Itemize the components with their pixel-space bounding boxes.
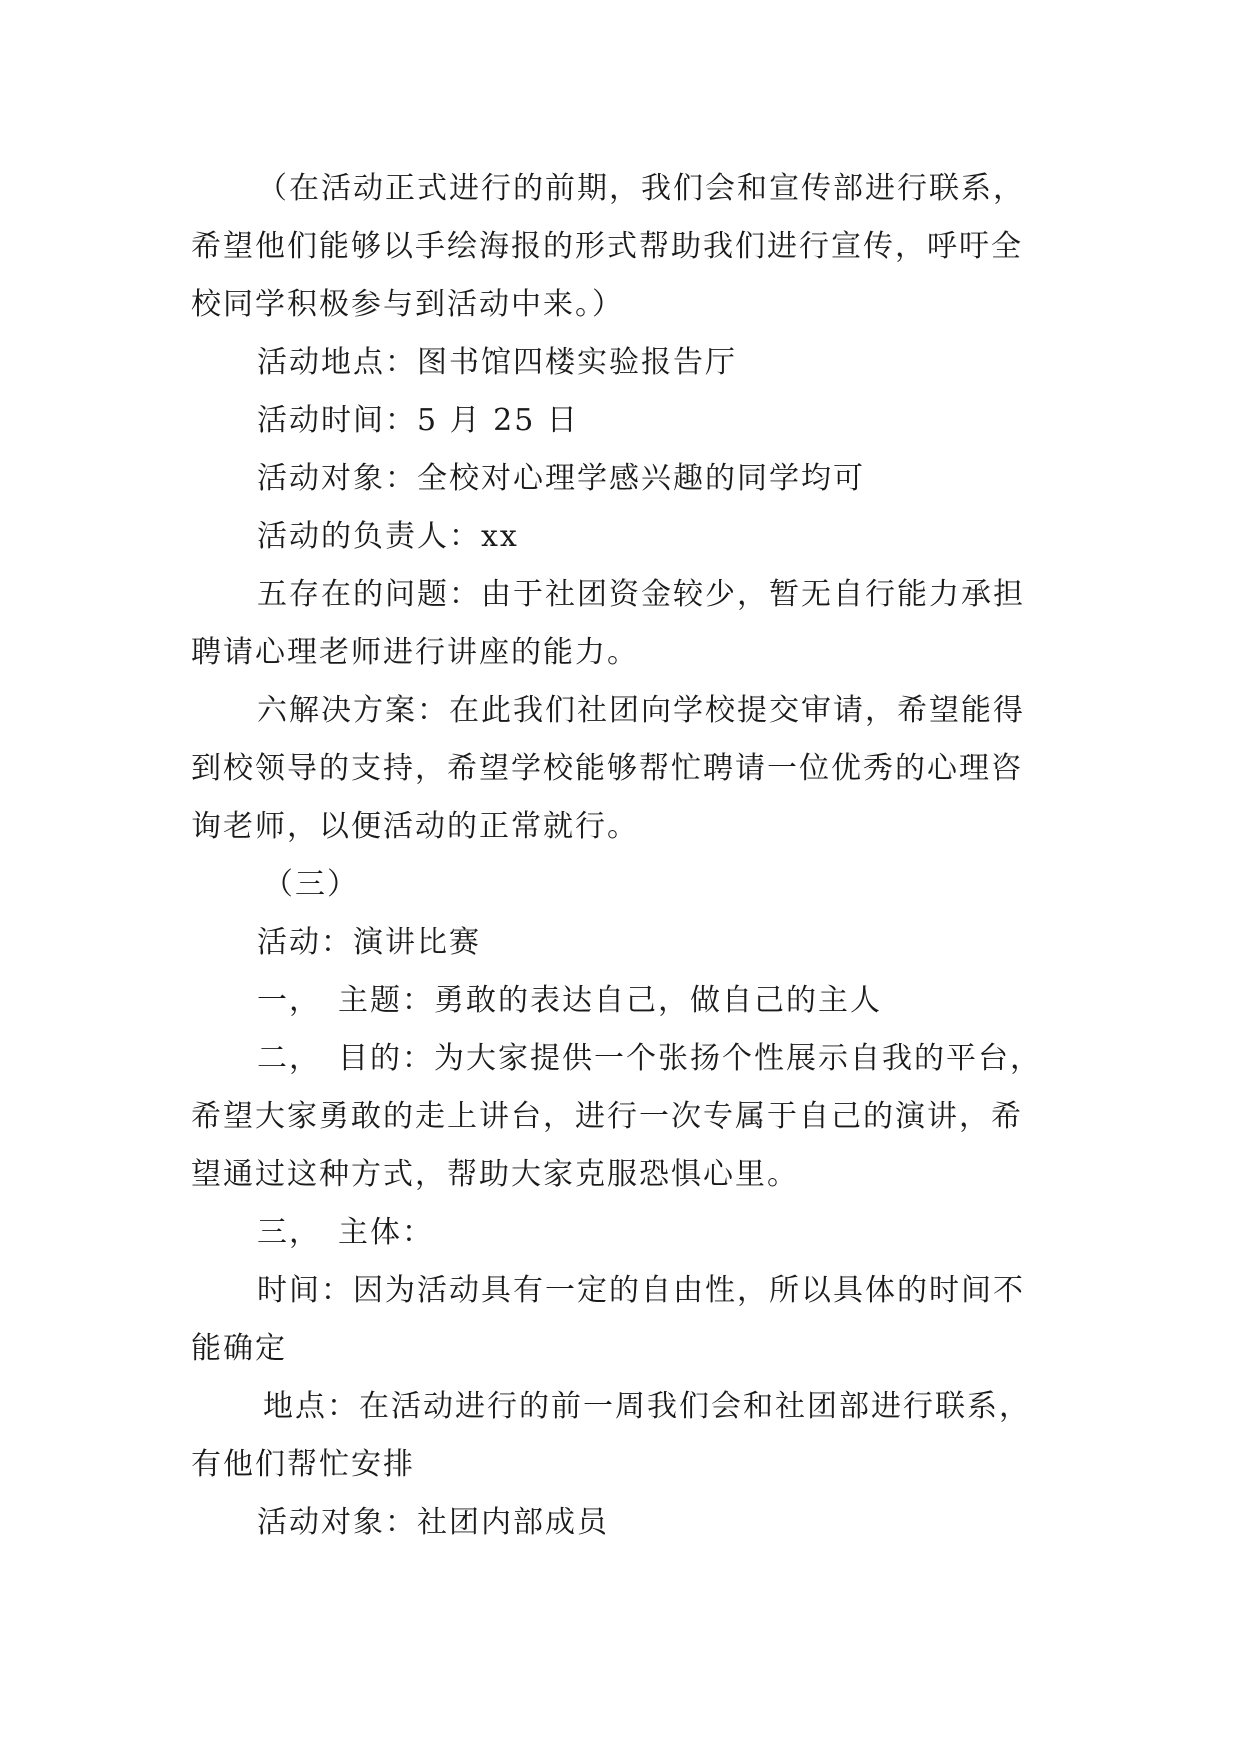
paragraph-speech-venue: 地点：在活动进行的前一周我们会和社团部进行联系，有他们帮忙安排 (191, 1389, 1031, 1482)
paragraph-main-body: 三， 主体： (257, 1215, 434, 1250)
paragraph-solution: 六解决方案：在此我们社团向学校提交审请，希望能得到校领导的支持，希望学校能够帮忙聘请一位优秀的心理咨询老师，以便活动的正常就行。 (191, 693, 1025, 844)
paragraph-problems: 五存在的问题：由于社团资金较少，暂无自行能力承担聘请心理老师进行讲座的能力。 (191, 577, 1025, 670)
paragraph-activity-speech: 活动：演讲比赛 (257, 925, 481, 960)
document-body (191, 160, 1051, 1552)
paragraph-speech-time: 时间：因为活动具有一定的自由性，所以具体的时间不能确定 (191, 1273, 1025, 1366)
paragraph-audience: 活动对象：全校对心理学感兴趣的同学均可 (257, 461, 865, 496)
paragraph-venue: 活动地点：图书馆四楼实验报告厅 (257, 345, 737, 380)
section-heading-three: （三） (263, 867, 359, 902)
paragraph-person-in-charge: 活动的负责人：xx (257, 519, 519, 554)
paragraph-publicity-note: （在活动正式进行的前期，我们会和宣传部进行联系，希望他们能够以手绘海报的形式帮助我们进行宣传，呼吁全校同学积极参与到活动中来。） (191, 171, 1025, 322)
paragraph-speech-audience: 活动对象：社团内部成员 (257, 1505, 609, 1540)
paragraph-purpose: 二， 目的：为大家提供一个张扬个性展示自我的平台，希望大家勇敢的走上讲台，进行一次专属于自己的演讲，希望通过这种方式，帮助大家克服恐惧心里。 (191, 1041, 1042, 1192)
paragraph-theme: 一， 主题：勇敢的表达自己，做自己的主人 (257, 983, 882, 1018)
paragraph-time: 活动时间：5 月 25 日 (257, 403, 579, 438)
